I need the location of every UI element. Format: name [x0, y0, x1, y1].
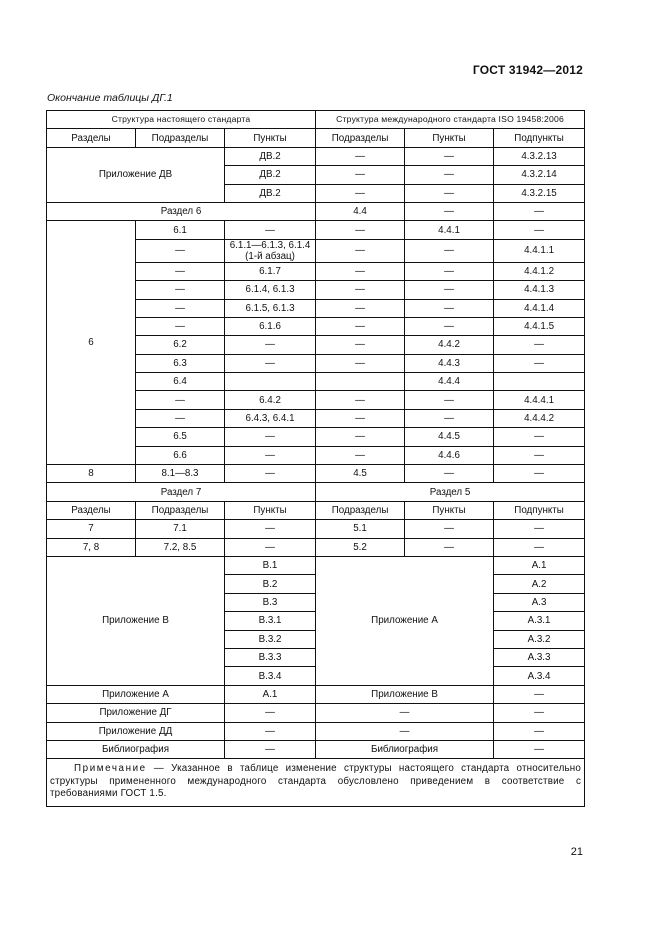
table-row: [47, 520, 585, 538]
table-cell: —: [316, 446, 405, 464]
table-row: [47, 538, 585, 556]
table-cell: Приложение В: [316, 685, 494, 703]
table-cell: —: [316, 147, 405, 165]
column-header: Подразделы: [316, 501, 405, 519]
table-group-header-row: [47, 111, 585, 129]
table-cell: А.3.1: [494, 612, 585, 630]
table-cell: 8: [47, 465, 136, 483]
table-cell: Приложение А: [47, 685, 225, 703]
table-cell: —: [405, 281, 494, 299]
table-cell: —: [136, 391, 225, 409]
table-row: [47, 483, 585, 501]
table-cell: 6.3: [136, 354, 225, 372]
table-cell: —: [225, 538, 316, 556]
table-cell: 6.1.1—6.1.3, 6.1.4 (1-й абзац): [225, 239, 316, 262]
correspondence-table: [46, 110, 585, 807]
table-cell: —: [494, 520, 585, 538]
document-code: ГОСТ 31942—2012: [472, 63, 583, 77]
table-cell: А.3.2: [494, 630, 585, 648]
table-cell: —: [405, 147, 494, 165]
column-header: Подразделы: [136, 501, 225, 519]
table-row: [47, 740, 585, 758]
column-header: Пункты: [405, 129, 494, 147]
table-cell: —: [494, 354, 585, 372]
table-cell: —: [405, 520, 494, 538]
table-cell: 5.1: [316, 520, 405, 538]
column-header: Разделы: [47, 501, 136, 519]
table-cell: —: [494, 722, 585, 740]
table-cell: —: [316, 184, 405, 202]
table-cell: 6.1.6: [225, 317, 316, 335]
table-cell: 4.4.1.4: [494, 299, 585, 317]
table-cell: —: [136, 281, 225, 299]
table-column-header-row: [47, 501, 585, 519]
table-cell: —: [405, 299, 494, 317]
table-note: [47, 759, 585, 807]
table-cell: —: [405, 202, 494, 220]
table-cell: 4.3.2.15: [494, 184, 585, 202]
table-note-row: [47, 759, 585, 807]
table-cell: 4.4.1.1: [494, 239, 585, 262]
table-cell: —: [316, 281, 405, 299]
table-cell: —: [316, 317, 405, 335]
table-cell: А.1: [225, 685, 316, 703]
table-cell: Приложение ДГ: [47, 704, 225, 722]
table-cell: —: [494, 202, 585, 220]
table-cell: 4.3.2.13: [494, 147, 585, 165]
table-cell: 4.4.2: [405, 336, 494, 354]
table-cell: —: [225, 428, 316, 446]
table-cell: В.3: [225, 593, 316, 611]
note-label: Примечание: [74, 763, 147, 775]
table-row: [47, 685, 585, 703]
table-cell: Библиография: [47, 740, 225, 758]
table-cell: 6.1: [136, 221, 225, 239]
table-cell: В.3.3: [225, 648, 316, 666]
table-cell: 6.1.7: [225, 262, 316, 280]
table-cell: 4.4.4.2: [494, 409, 585, 427]
table-cell: В.3.1: [225, 612, 316, 630]
table-cell: 4.4.3: [405, 354, 494, 372]
table-cell: 6.4.2: [225, 391, 316, 409]
table-cell: —: [316, 722, 494, 740]
table-cell: —: [316, 262, 405, 280]
table-cell: —: [405, 538, 494, 556]
table-cell: 4.4.6: [405, 446, 494, 464]
table-cell: —: [405, 391, 494, 409]
column-header: Подразделы: [316, 129, 405, 147]
table-cell: А.2: [494, 575, 585, 593]
table-cell: 4.4.5: [405, 428, 494, 446]
table-cell: А.3.4: [494, 667, 585, 685]
table-cell: 6.4.3, 6.4.1: [225, 409, 316, 427]
table-cell: —: [494, 336, 585, 354]
table-cell: —: [316, 428, 405, 446]
table-caption: Окончание таблицы ДГ.1: [47, 92, 173, 104]
table-cell: Приложение ДД: [47, 722, 225, 740]
table-cell: 4.3.2.14: [494, 166, 585, 184]
table-cell: —: [494, 740, 585, 758]
table-column-header-row: [47, 129, 585, 147]
table-cell: —: [316, 166, 405, 184]
table-cell: —: [405, 317, 494, 335]
table-cell: —: [225, 465, 316, 483]
table-cell: ДВ.2: [225, 147, 316, 165]
table-cell: А.3.3: [494, 648, 585, 666]
table-cell: —: [316, 704, 494, 722]
table-row: [47, 556, 585, 574]
table-cell: 7: [47, 520, 136, 538]
table-cell: 4.4.1.2: [494, 262, 585, 280]
table-cell: В.1: [225, 556, 316, 574]
table-cell: —: [405, 184, 494, 202]
table-cell: 6.6: [136, 446, 225, 464]
column-header: Пункты: [225, 501, 316, 519]
table-cell: 4.4.1.3: [494, 281, 585, 299]
table-cell: —: [494, 538, 585, 556]
column-header: Подпункты: [494, 129, 585, 147]
table-cell: 4.4.1: [405, 221, 494, 239]
table-cell: 4.4: [316, 202, 405, 220]
table-cell: —: [136, 299, 225, 317]
table-cell: —: [316, 299, 405, 317]
table-cell: Приложение А: [316, 556, 494, 685]
table-cell: —: [316, 354, 405, 372]
table-cell: 5.2: [316, 538, 405, 556]
table-cell: —: [225, 520, 316, 538]
table-cell: В.3.4: [225, 667, 316, 685]
table-cell: 4.4.4.1: [494, 391, 585, 409]
table-cell: Раздел 5: [316, 483, 585, 501]
table-row: [47, 722, 585, 740]
column-header: Подразделы: [136, 129, 225, 147]
table-cell: В.3.2: [225, 630, 316, 648]
table-cell: —: [136, 409, 225, 427]
table-cell: А.3: [494, 593, 585, 611]
table-cell: —: [494, 704, 585, 722]
table-row: [47, 202, 585, 220]
table-cell: [316, 373, 405, 391]
table-row: [47, 221, 585, 239]
table-cell: Приложение ДВ: [47, 147, 225, 202]
table-cell: —: [494, 446, 585, 464]
table-cell: —: [405, 166, 494, 184]
table-cell: —: [316, 336, 405, 354]
table-cell: —: [225, 354, 316, 372]
group-header-international: Структура международного стандарта ISO 19458:2006: [316, 111, 585, 129]
column-header: Разделы: [47, 129, 136, 147]
table-cell: 7, 8: [47, 538, 136, 556]
table-cell: Раздел 7: [47, 483, 316, 501]
table-cell: —: [136, 317, 225, 335]
table-cell: [494, 373, 585, 391]
table-cell: 4.5: [316, 465, 405, 483]
table-cell: 6.1.5, 6.1.3: [225, 299, 316, 317]
column-header: Пункты: [225, 129, 316, 147]
table-cell: 6: [47, 221, 136, 465]
table-cell: —: [316, 239, 405, 262]
table-cell: —: [225, 221, 316, 239]
table-row: [47, 147, 585, 165]
table-cell: А.1: [494, 556, 585, 574]
column-header: Пункты: [405, 501, 494, 519]
table-cell: —: [494, 428, 585, 446]
table-cell: ДВ.2: [225, 184, 316, 202]
table-cell: Библиография: [316, 740, 494, 758]
table-cell: —: [316, 221, 405, 239]
table-row: [47, 704, 585, 722]
table-cell: —: [405, 262, 494, 280]
table-cell: 6.5: [136, 428, 225, 446]
table-cell: —: [494, 465, 585, 483]
table-cell: —: [405, 409, 494, 427]
table-cell: —: [225, 704, 316, 722]
table-cell: 4.4.4: [405, 373, 494, 391]
table-cell: —: [136, 239, 225, 262]
table-row: [47, 465, 585, 483]
table-cell: —: [316, 391, 405, 409]
table-cell: —: [405, 239, 494, 262]
table-cell: Раздел 6: [47, 202, 316, 220]
table-cell: —: [316, 409, 405, 427]
table-cell: 7.2, 8.5: [136, 538, 225, 556]
table-cell: —: [494, 221, 585, 239]
table-cell: Приложение В: [47, 556, 225, 685]
table-cell: —: [136, 262, 225, 280]
table-cell: —: [225, 740, 316, 758]
table-cell: ДВ.2: [225, 166, 316, 184]
table-cell: 4.4.1.5: [494, 317, 585, 335]
table-cell: —: [225, 722, 316, 740]
table-cell: —: [494, 685, 585, 703]
table-cell: —: [225, 446, 316, 464]
table-cell: 6.1.4, 6.1.3: [225, 281, 316, 299]
table-cell: 6.4: [136, 373, 225, 391]
table-cell: 8.1—8.3: [136, 465, 225, 483]
column-header: Подпункты: [494, 501, 585, 519]
table-cell: В.2: [225, 575, 316, 593]
table-cell: [225, 373, 316, 391]
note-text: — Указанное в таблице изменение структуры настоящего стандарта относительно структуры примененного международного стандарта обусловлено приведением в соответствие с требованиями ГОСТ 1.5.: [50, 763, 582, 800]
group-header-national: Структура настоящего стандарта: [47, 111, 316, 129]
page-number: 21: [570, 846, 583, 858]
table-cell: 6.2: [136, 336, 225, 354]
table-cell: 7.1: [136, 520, 225, 538]
table-cell: —: [225, 336, 316, 354]
table-cell: —: [405, 465, 494, 483]
